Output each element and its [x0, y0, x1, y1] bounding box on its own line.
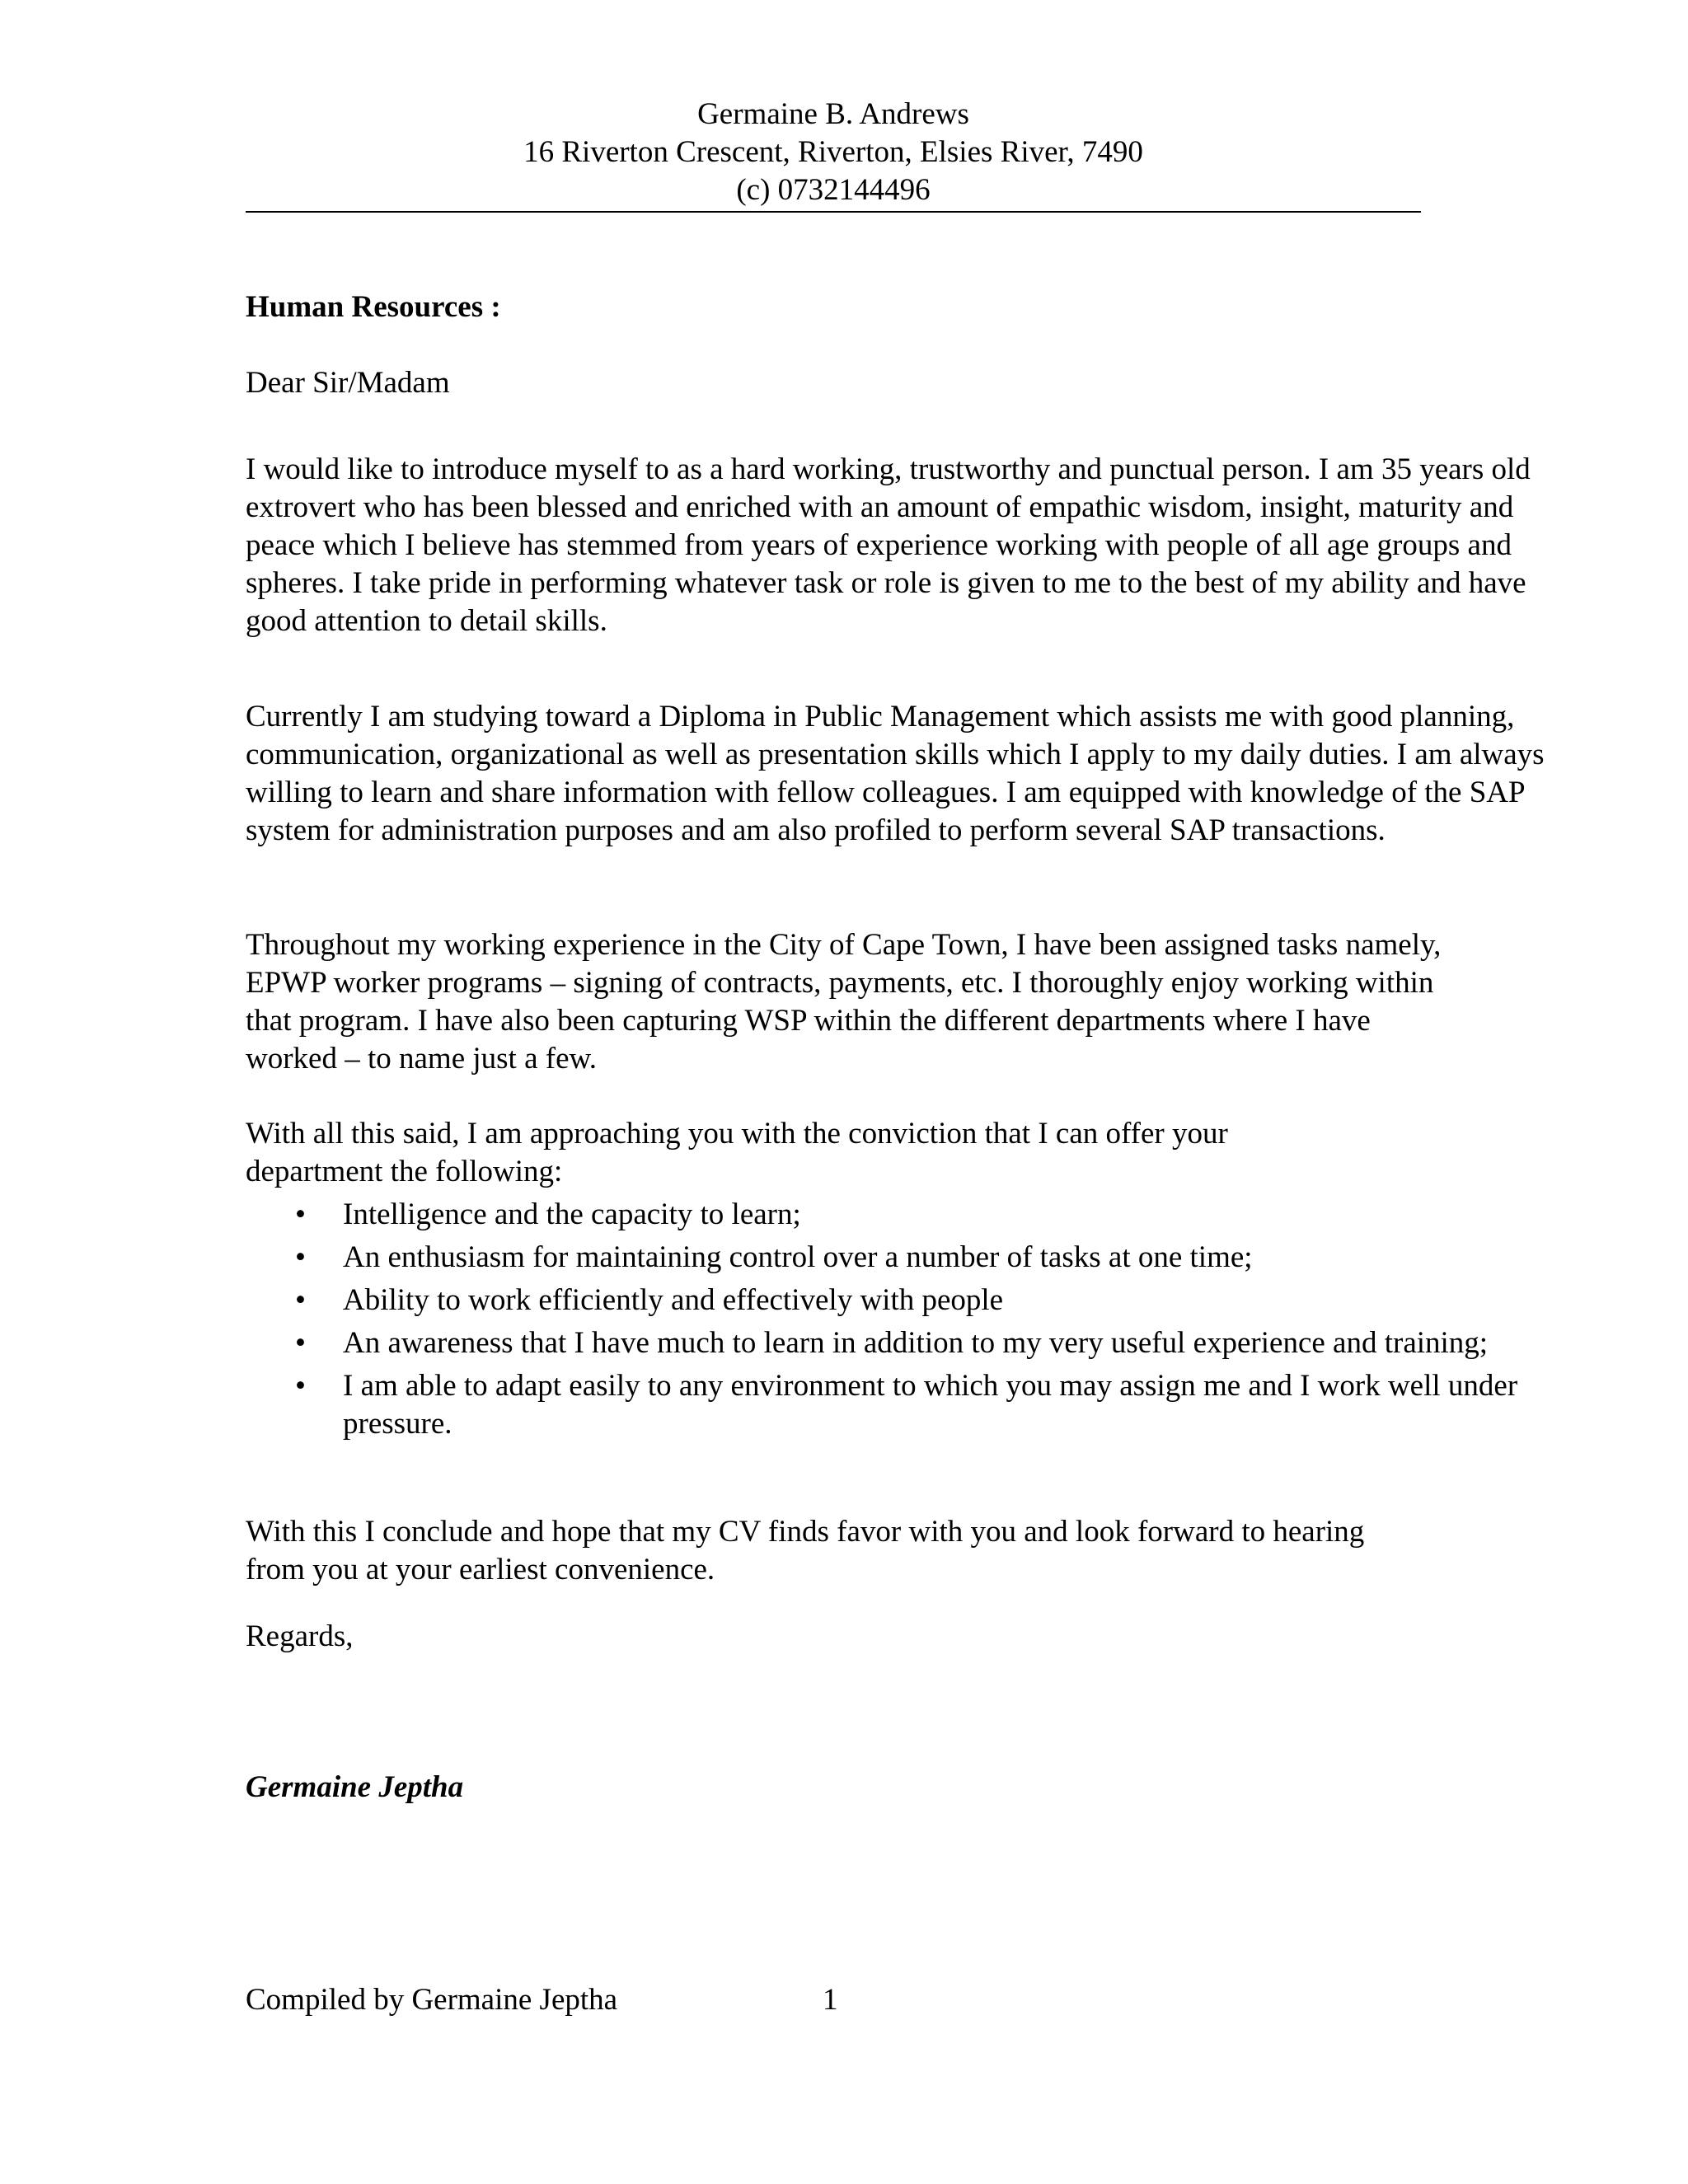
list-item-text: An enthusiasm for maintaining control over a number of tasks at one time;: [343, 1240, 1253, 1274]
bullet-icon: •: [295, 1197, 306, 1231]
sender-address: 16 Riverton Crescent, Riverton, Elsies River, 7490: [523, 135, 1143, 169]
sign-off: Regards,: [246, 1619, 354, 1653]
signature: Germaine Jeptha: [246, 1770, 464, 1804]
list-item: [246, 1367, 1531, 1443]
paragraph-text: I would like to introduce myself to as a hard working, trustworthy and punctual person. I am 35 years old extrovert who has been blessed and enriched with an amount of empathic wisdom, insight, maturity and peace which I believe has stemmed from years of experience working with people of all age groups and spheres. I take pride in performing whatever task or role is given to me to the best of my ability and have good attention to detail skills.: [246, 452, 1531, 638]
list-item-text: Intelligence and the capacity to learn;: [343, 1197, 801, 1231]
salutation: Dear Sir/Madam: [246, 366, 450, 400]
paragraph-text: Currently I am studying toward a Diploma in Public Management which assists me with good planning, communication, organizational as well as presentation skills which I apply to my daily duties. I am always willing to learn and share information with fellow colleagues. I am equipped with knowledge of the SAP system for administration purposes and am also profiled to perform several SAP transactions.: [246, 700, 1545, 847]
bullet-icon: •: [295, 1369, 306, 1403]
recipient-line: Human Resources :: [246, 290, 501, 324]
closing-paragraph: [246, 1513, 1367, 1589]
paragraph-text: With this I conclude and hope that my CV finds favor with you and look forward to hearing from you at your earliest convenience.: [246, 1515, 1365, 1586]
letter-header: [246, 96, 1421, 209]
paragraph-introduction: [246, 451, 1589, 640]
footer-compiled-by: Compiled by Germaine Jeptha: [246, 1983, 618, 2017]
list-item: [246, 1239, 1531, 1277]
list-item-text: An awareness that I have much to learn in addition to my very useful experience and training;: [343, 1326, 1489, 1360]
list-item: [246, 1324, 1531, 1362]
header-divider: [246, 211, 1421, 213]
offer-bullet-list: [246, 1196, 1531, 1448]
list-item-text: I am able to adapt easily to any environment to which you may assign me and I work well under pressure.: [343, 1369, 1518, 1441]
page-number: 1: [823, 1983, 838, 2017]
paragraph-offer: [246, 1115, 1350, 1191]
paragraph-text: Throughout my working experience in the City of Cape Town, I have been assigned tasks namely, EPWP worker programs – signing of contracts, payments, etc. I thoroughly enjoy working within that program. I have also been capturing WSP within the different departments where I have worked – to name just a few.: [246, 928, 1442, 1076]
paragraph-text: With all this said, I am approaching you with the conviction that I can offer your department the following:: [246, 1117, 1228, 1188]
sender-phone: (c) 0732144496: [736, 173, 931, 207]
paragraph-studies: [246, 698, 1589, 850]
sender-name: Germaine B. Andrews: [697, 97, 969, 131]
bullet-icon: •: [295, 1283, 306, 1317]
bullet-icon: •: [295, 1326, 306, 1360]
list-item-text: Ability to work efficiently and effectively with people: [343, 1283, 1004, 1317]
list-item: [246, 1196, 1531, 1234]
bullet-icon: •: [295, 1240, 306, 1274]
paragraph-experience: [246, 926, 1465, 1078]
list-item: [246, 1282, 1531, 1319]
